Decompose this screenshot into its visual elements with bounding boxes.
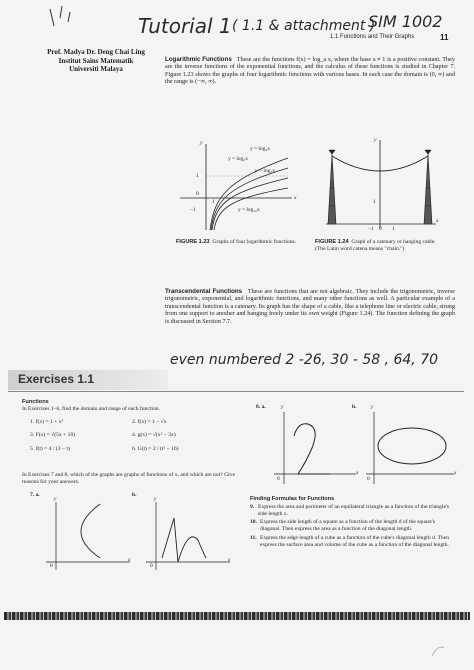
ex7b-label: b. [132,492,137,498]
ex7a-origin: 0 [50,563,53,569]
catenary-axis-x-label: x [436,218,439,224]
formula-exercise-10 [250,519,455,532]
ex8a-graph [268,408,360,488]
graphs-intro: In Exercises 7 and 8, which of the graphs are graphs of functions of x, and which are not? Give reasons for your answers. [22,472,235,485]
log-tick-neg1: −1 [190,207,196,213]
ex7a-graph [40,498,132,574]
catenary-tick-neg1: −1 [368,226,374,232]
ex8b-axis-x: x [454,470,457,476]
log-tick-1-y: 1 [196,173,199,179]
formula-9-text: Express the area and perimeter of an equilateral triangle as a function of the triangle's side length x. [258,504,450,517]
formula-exercise-9 [250,504,455,517]
page-number: 11 [440,33,449,42]
log-axis-y-label: y [200,140,203,146]
tower-left [328,150,336,224]
formula-11-text: Express the edge length of a cube as a function of the cube's diagonal length d. Then express the surface area and volume of the cube as a function of the diagonal length. [260,534,450,548]
catenary-tick-1-x: 1 [392,226,395,232]
handwritten-course-code: SIM 1002 [368,12,443,31]
ex8b-origin: 0 [367,476,370,482]
log-functions-text: These are the functions f(x) = log_a x, where the base a ≠ 1 is a positive constant. They are the inverse functions of the exponential functions, and the calculus of these functions is studied in Chapter 7. Figure 1.23 shows the graphs of four logarithmic functions with various bases. In each case the domain is (0, ∞) and the range is (−∞, ∞). [165,56,455,86]
stamp-line-university: Universiti Malaya [69,65,123,73]
transcendental-paragraph [165,288,455,325]
figure-1-23-text: Graphs of four logarithmic functions. [212,239,297,245]
ex8a-axis-x: x [356,470,359,476]
ex7a-axis-x: x [128,557,131,563]
scan-edge-band [4,612,470,620]
ex7b-graph [140,498,232,574]
log-functions-paragraph [165,56,455,86]
figure-1-23-caption [176,239,304,246]
ex7a-label: 7. a. [30,492,40,498]
exercise-2: 2. f(x) = 1 − √x [132,419,167,425]
functions-intro: In Exercises 1–6, find the domain and range of each function. [22,406,160,412]
ex8b-axis-y: y [371,404,374,410]
handwritten-assigned-exercises: even numbered 2 -26, 30 - 58 , 64, 70 [170,352,439,368]
formula-10-number: 10. [250,519,257,526]
exercises-rule [8,391,464,392]
stamp-line-name: Prof. Madya Dr. Deng Chai Ling [47,48,145,56]
log-axis-x-label: x [294,195,297,201]
exercise-3: 3. F(x) = √(5x + 10) [30,432,76,438]
ex8b-label: b. [352,404,357,410]
section-running-head: 1.1 Functions and Their Graphs [330,34,415,40]
formula-exercise-11 [250,535,455,548]
ex8b-graph [362,408,458,488]
ex7b-origin: 0 [150,563,153,569]
ex8a-label: 8. a. [256,404,266,410]
ex8a-origin: 0 [277,476,280,482]
handwritten-tutorial-title: Tutorial 1 [138,14,232,38]
exercises-title: Exercises 1.1 [18,372,95,386]
figure-log-graph [176,140,296,232]
formula-11-number: 11. [250,534,257,541]
exercise-1: 1. f(x) = 1 + x² [30,419,64,425]
handwritten-scope: ( 1.1 & attachment ) [232,18,376,34]
exercise-6: 6. G(t) = 2 / (t² − 16) [132,446,179,452]
catenary-axis-y-label: y [374,137,377,143]
figure-1-24-caption [315,239,443,252]
professor-stamp [36,48,156,74]
log-curve-label-2: y = log₂x [250,146,270,152]
catenary-tick-1-y: 1 [373,199,376,205]
tower-right [424,150,432,224]
log-tick-0: 0 [196,191,199,197]
figure-1-24-label: FIGURE 1.24 [315,239,349,245]
log-tick-1-x: 1 [212,199,215,205]
log-curve-label-10: y = log₁₀x [238,207,260,213]
stamp-line-institute: Institut Sains Matematik [58,56,134,65]
exercise-4: 4. g(x) = √(x² − 3x) [132,432,176,438]
log-curve-label-5: y = log₅x [255,168,275,174]
pen-marks [40,4,80,34]
ex7b-axis-y: y [154,496,157,502]
formula-9-number: 9. [250,504,255,510]
transcendental-text: These are functions that are not algebraic. They include the trigonometric, inverse trigonometric, exponential, and logarithmic functions, and many other functions as well. A particular example of a transcendental function is a catenary. Its graph has the shape of a cable, like a telephone line or electric cable, strung from one support to another and hanging freely under its own weight (Figure 1.24). The function defining the graph is discussed in Section 7.7. [165,288,456,325]
ex8a-axis-y: y [281,404,284,410]
figure-1-24-text: Graph of a catenary or hanging cable. (The Latin word catena means "chain.") [315,239,436,252]
ex7a-axis-y: y [54,496,57,502]
log-functions-heading: Logarithmic Functions [165,56,232,63]
pencil-mark [428,640,448,660]
formulas-list [250,504,455,548]
formula-10-text: Express the side length of a square as a function of the length d of the square's diagonal. Then express the area as a function of the diagonal length. [260,519,435,533]
exercise-5: 5. f(t) = 4 / (3 − t) [30,446,70,452]
log-curve-label-3: y = log₃x [228,156,248,162]
ex7b-axis-x: x [228,557,231,563]
figure-catenary [318,136,440,232]
transcendental-heading: Transcendental Functions [165,288,243,295]
formulas-heading: Finding Formulas for Functions [250,496,335,502]
functions-heading: Functions [22,399,49,405]
figure-1-23-label: FIGURE 1.23 [176,239,210,245]
catenary-tick-0: 0 [379,226,382,232]
